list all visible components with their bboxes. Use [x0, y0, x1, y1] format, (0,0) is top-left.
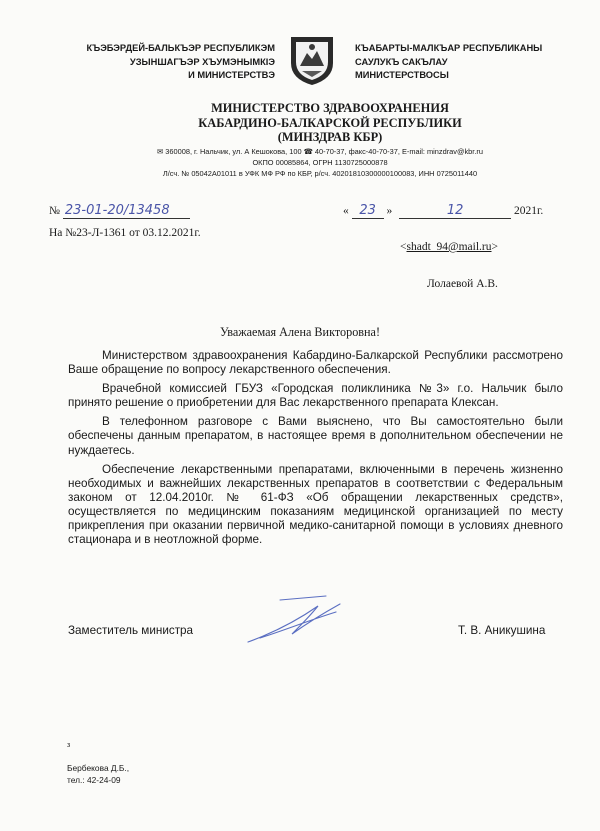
executor-phone: тел.: 42-24-09: [67, 774, 121, 785]
ministry-line: МИНИСТЕРСТВО ЗДРАВООХРАНЕНИЯ: [211, 101, 449, 115]
header-right-line: КЪАБАРТЫ-МАЛКЪАР РЕСПУБЛИКАНЫ: [355, 43, 543, 53]
header-left-line: И МИНИСТЕРСТВЭ: [188, 70, 275, 80]
ministry-line: (МИНЗДРАВ КБР): [277, 130, 383, 144]
header-right-line: МИНИСТЕРСТВОСЫ: [355, 70, 449, 80]
header-right-line: САУЛУКЪ САКЪЛАУ: [355, 56, 448, 67]
header-left-line: КЪЭБЭРДЕЙ-БАЛЬКЪЭР РЕСПУБЛИКЭМ: [86, 43, 275, 53]
signer-name: Т. В. Аникушина: [458, 624, 546, 637]
executor-mark: з: [67, 742, 71, 749]
header-kabardian: [40, 42, 275, 83]
date-year: 2021г.: [514, 205, 544, 217]
body-paragraph: Врачебной комиссией ГБУЗ «Городская поликлиника №3» г.о. Нальчик было принято решение о приобретении для Вас лекарственного препарата Клексан.: [68, 382, 563, 410]
executor-info: [67, 763, 129, 786]
body-paragraph: В телефонном разговоре с Вами выяснено, что Вы самостоятельно были обеспечены данным препаратом, в настоящее время в дополнительном обеспечении не нуждаетесь.: [68, 415, 563, 457]
executor-name: Бербекова Д.Б.,: [67, 763, 130, 773]
recipient-email: <shadt_94@mail.ru>: [400, 241, 499, 253]
email-address[interactable]: shadt_94@mail.ru: [406, 241, 492, 253]
header-balkar: [355, 42, 570, 83]
letter-body: [68, 349, 563, 552]
date-close-quote: »: [386, 205, 393, 217]
body-paragraph: Обеспечение лекарственными препаратами, включенными в перечень жизненно необходимых и важнейших лекарственных препаратов в соответствии с Федеральным законом от 12.04.2010г. № 61-ФЗ «Об обращении лекарственных средств», осуществляется по медицинским показаниям медицинской организацией по месту прикрепления при оказании первичной медико-санитарной помощи в условиях дневного стационара и в неотложной форме.: [68, 462, 563, 547]
contact-block: [100, 147, 540, 179]
addressee: Лолаевой А.В.: [427, 278, 498, 290]
signer-title: Заместитель министра: [68, 624, 194, 637]
date-open-quote: «: [343, 205, 349, 217]
reference-number: На №23-Л-1361 от 03.12.2021г.: [49, 227, 201, 239]
coat-of-arms-icon: [287, 33, 337, 87]
header-left-line: УЗЫНШАГЪЭР ХЪУМЭНЫМКIЭ: [129, 56, 275, 67]
handwritten-signature: [240, 592, 350, 652]
handwritten-number: 23-01-20/13458: [63, 203, 190, 219]
outgoing-number: [49, 203, 190, 219]
number-sign: №: [49, 205, 60, 217]
contact-line: ОКПО 00085864, ОГРН 1130725000878: [252, 157, 388, 167]
outgoing-date: [343, 203, 543, 219]
greeting: Уважаемая Алена Викторовна!: [219, 325, 381, 339]
handwritten-day: 23: [352, 203, 384, 219]
contact-line: Л/сч. № 05042А01011 в УФК МФ РФ по КБР, р/сч. 40201810300000100083, ИНН 0725011440: [162, 168, 478, 178]
body-paragraph: Министерством здравоохранения Кабардино-Балкарской Республики рассмотрено Ваше обращение по вопросу лекарственного обеспечения.: [68, 349, 563, 377]
handwritten-month: 12: [399, 203, 511, 219]
ministry-line: КАБАРДИНО-БАЛКАРСКОЙ РЕСПУБЛИКИ: [198, 115, 462, 130]
ministry-name: [130, 101, 530, 145]
contact-line: ✉ 360008, г. Нальчик, ул. А Кешокова, 100 ☎ 40-70-37, факс-40-70-37, E-mail: minzdrav@kbr.ru: [157, 147, 483, 156]
